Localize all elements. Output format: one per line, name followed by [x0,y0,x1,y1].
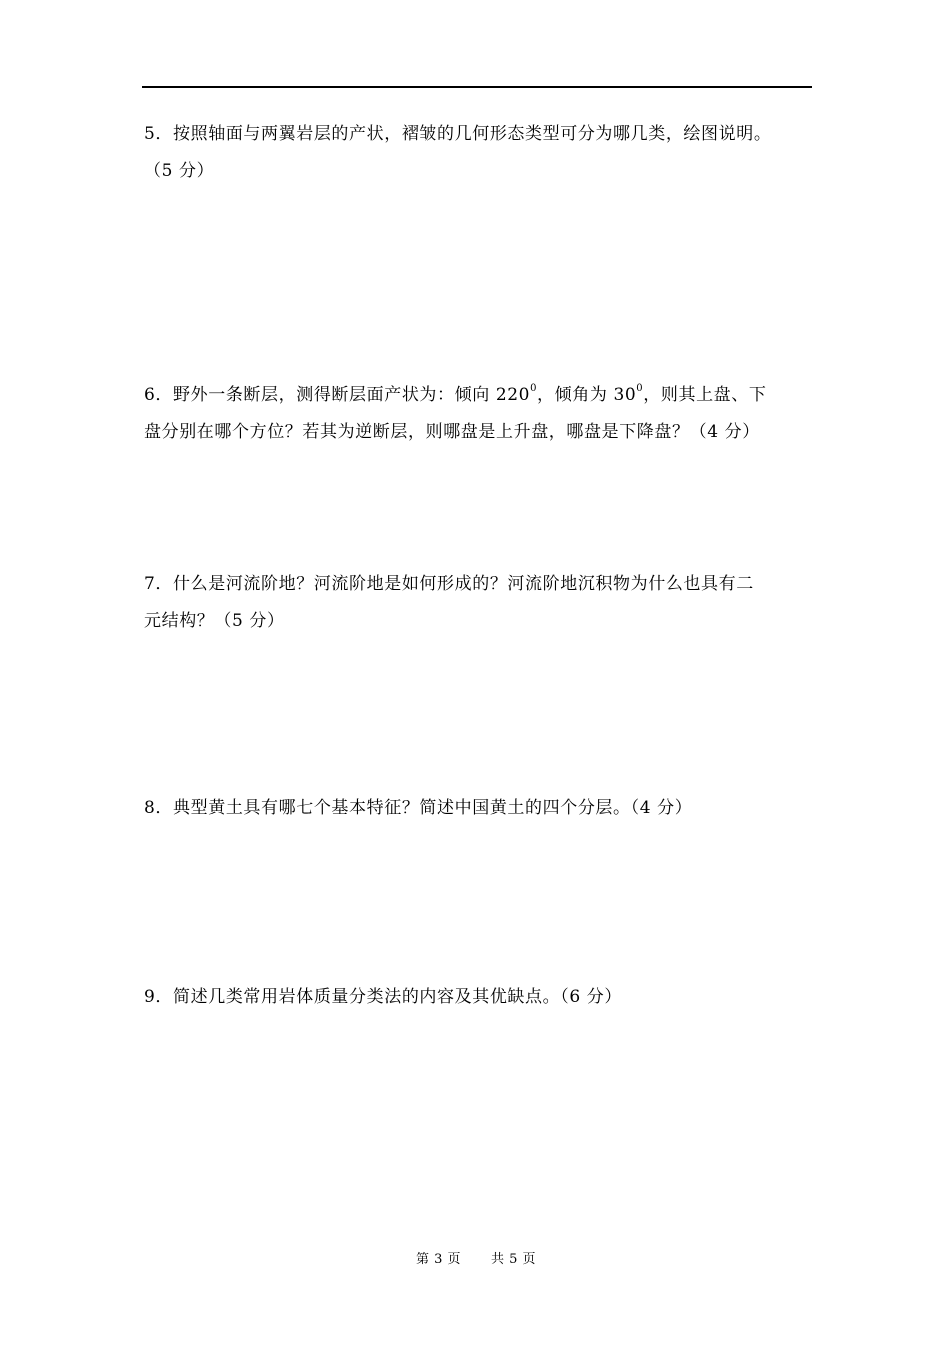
question-7 [144,566,814,640]
question-8 [144,790,814,827]
question-6-text-c: ，则其上盘、下 [643,385,767,405]
question-7-line-1: 7．什么是河流阶地？河流阶地是如何形成的？河流阶地沉积物为什么也具有二 [144,574,754,594]
question-5-line-1: 5．按照轴面与两翼岩层的产状，褶皱的几何形态类型可分为哪几类，绘图说明。 [144,124,772,144]
question-6-line-1 [144,377,814,414]
page-footer [0,1248,952,1267]
page-total: 共 5 页 [491,1252,537,1267]
question-7-line-2: 元结构？（5 分） [144,611,285,631]
question-6-text-a: 6．野外一条断层，测得断层面产状为：倾向 220 [144,385,531,405]
degree-superscript-1: 0 [530,383,538,395]
header-rule [142,86,812,88]
question-9 [144,979,814,1016]
question-8-line-1: 8．典型黄土具有哪七个基本特征？简述中国黄土的四个分层。（4 分） [144,798,693,818]
page-number: 第 3 页 [415,1252,461,1267]
question-6 [144,377,814,451]
question-9-line-1: 9．简述几类常用岩体质量分类法的内容及其优缺点。（6 分） [144,987,622,1007]
question-6-line-2: 盘分别在哪个方位？若其为逆断层，则哪盘是上升盘，哪盘是下降盘？（4 分） [144,422,760,442]
degree-superscript-2: 0 [636,383,644,395]
question-5 [144,116,814,190]
question-6-text-b: ，倾角为 30 [537,385,637,405]
question-5-line-2: （5 分） [144,161,215,181]
